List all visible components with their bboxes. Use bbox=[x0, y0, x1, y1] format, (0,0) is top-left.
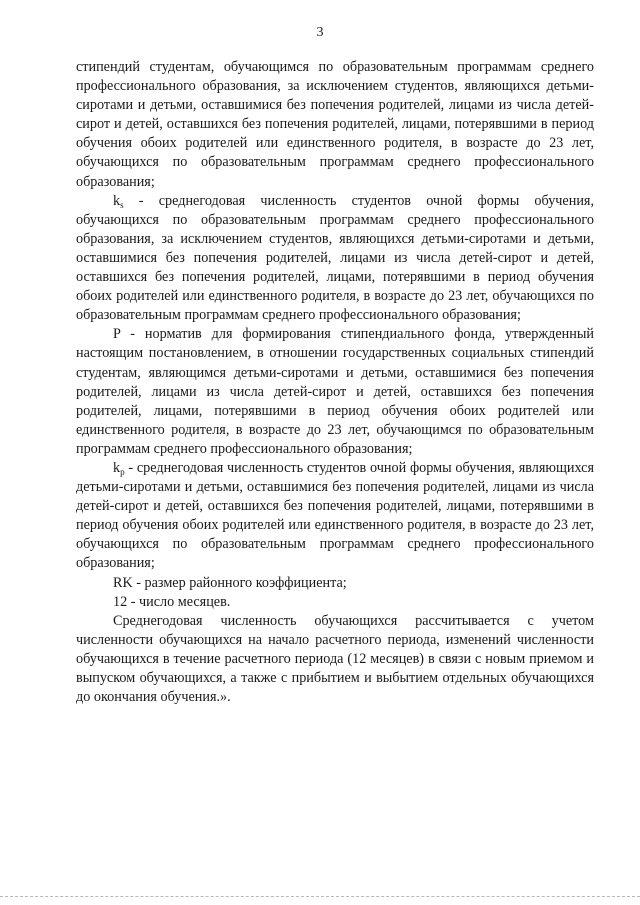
page-number: 3 bbox=[316, 25, 324, 40]
variable-ks-base: k bbox=[113, 192, 121, 209]
page-bottom-divider bbox=[0, 896, 640, 897]
paragraph-p-definition: P - норматив для формирования стипендиального фонда, утвержденный настоящим постановлением, в отношении государственных социальных стипендий студентам, являющимся детьми-сиротами и детьми, оставшимися без попечения родителей, лицами из числа детей-сирот и детей, оставшихся без попечения родителей, лицами, потерявшими в период обучения обоих родителей или единственного родителя, в возрасте до 23 лет, обучающимся по образовательным программам среднего профессионального образования; bbox=[76, 326, 594, 457]
variable-kp-base: k bbox=[113, 459, 121, 476]
paragraph-ks-definition bbox=[76, 192, 594, 326]
paragraph-stipend-continuation: стипендий студентам, обучающимся по образовательным программам среднего профессионального образования, за исключением студентов, являющихся детьми-сиротами и детьми, оставшимися без попечения родителей, лицами из числа детей-сирот и детей, оставшихся без попечения родителей, лицами, потерявшими в период обучения обоих родителей или единственного родителя, в возрасте до 23 лет, обучающихся по образовательным программам среднего профессионального образования; bbox=[76, 59, 594, 190]
variable-ks-subscript: s bbox=[120, 199, 124, 210]
paragraph-average-count-calculation: Среднегодовая численность обучающихся рассчитывается с учетом численности обучающихся на начало расчетного периода, изменений численности обучающихся в течение расчетного периода (12 месяцев) в связи с новым приемом и выпуском обучающихся, а также с прибытием и выбытием отдельных обучающихся до окончания обучения.». bbox=[76, 612, 594, 706]
variable-kp-subscript: p bbox=[120, 466, 125, 477]
paragraph-months-definition: 12 - число месяцев. bbox=[113, 593, 231, 610]
variable-ks bbox=[113, 193, 124, 209]
paragraph-kp-definition bbox=[76, 459, 594, 574]
document-body bbox=[76, 58, 594, 707]
ks-definition-text: - среднегодовая численность студентов очной формы обучения, обучающихся по образовательным программам среднего профессионального образования, за исключением студентов, являющихся детьми-сиротами и детьми, оставшимися без попечения родителей, лицами из числа детей-сирот и детей, оставшихся без попечения родителей, лицами, потерявшими в период обучения обоих родителей или единственного родителя, в возрасте до 23 лет, обучающихся по образовательным программам среднего профессионального образования; bbox=[76, 192, 594, 324]
variable-kp bbox=[113, 460, 125, 476]
kp-definition-text: - среднегодовая численность студентов очной формы обучения, являющихся детьми-сиротами и детьми, оставшимися без попечения родителей, лицами из числа детей-сирот и детей, оставшихся без попечения родителей, лицами, потерявшими в период обучения обоих родителей или единственного родителя, в возрасте до 23 лет, обучающихся по образовательным программам среднего профессионального образования; bbox=[76, 459, 594, 572]
paragraph-rk-definition: RK - размер районного коэффициента; bbox=[113, 574, 347, 591]
